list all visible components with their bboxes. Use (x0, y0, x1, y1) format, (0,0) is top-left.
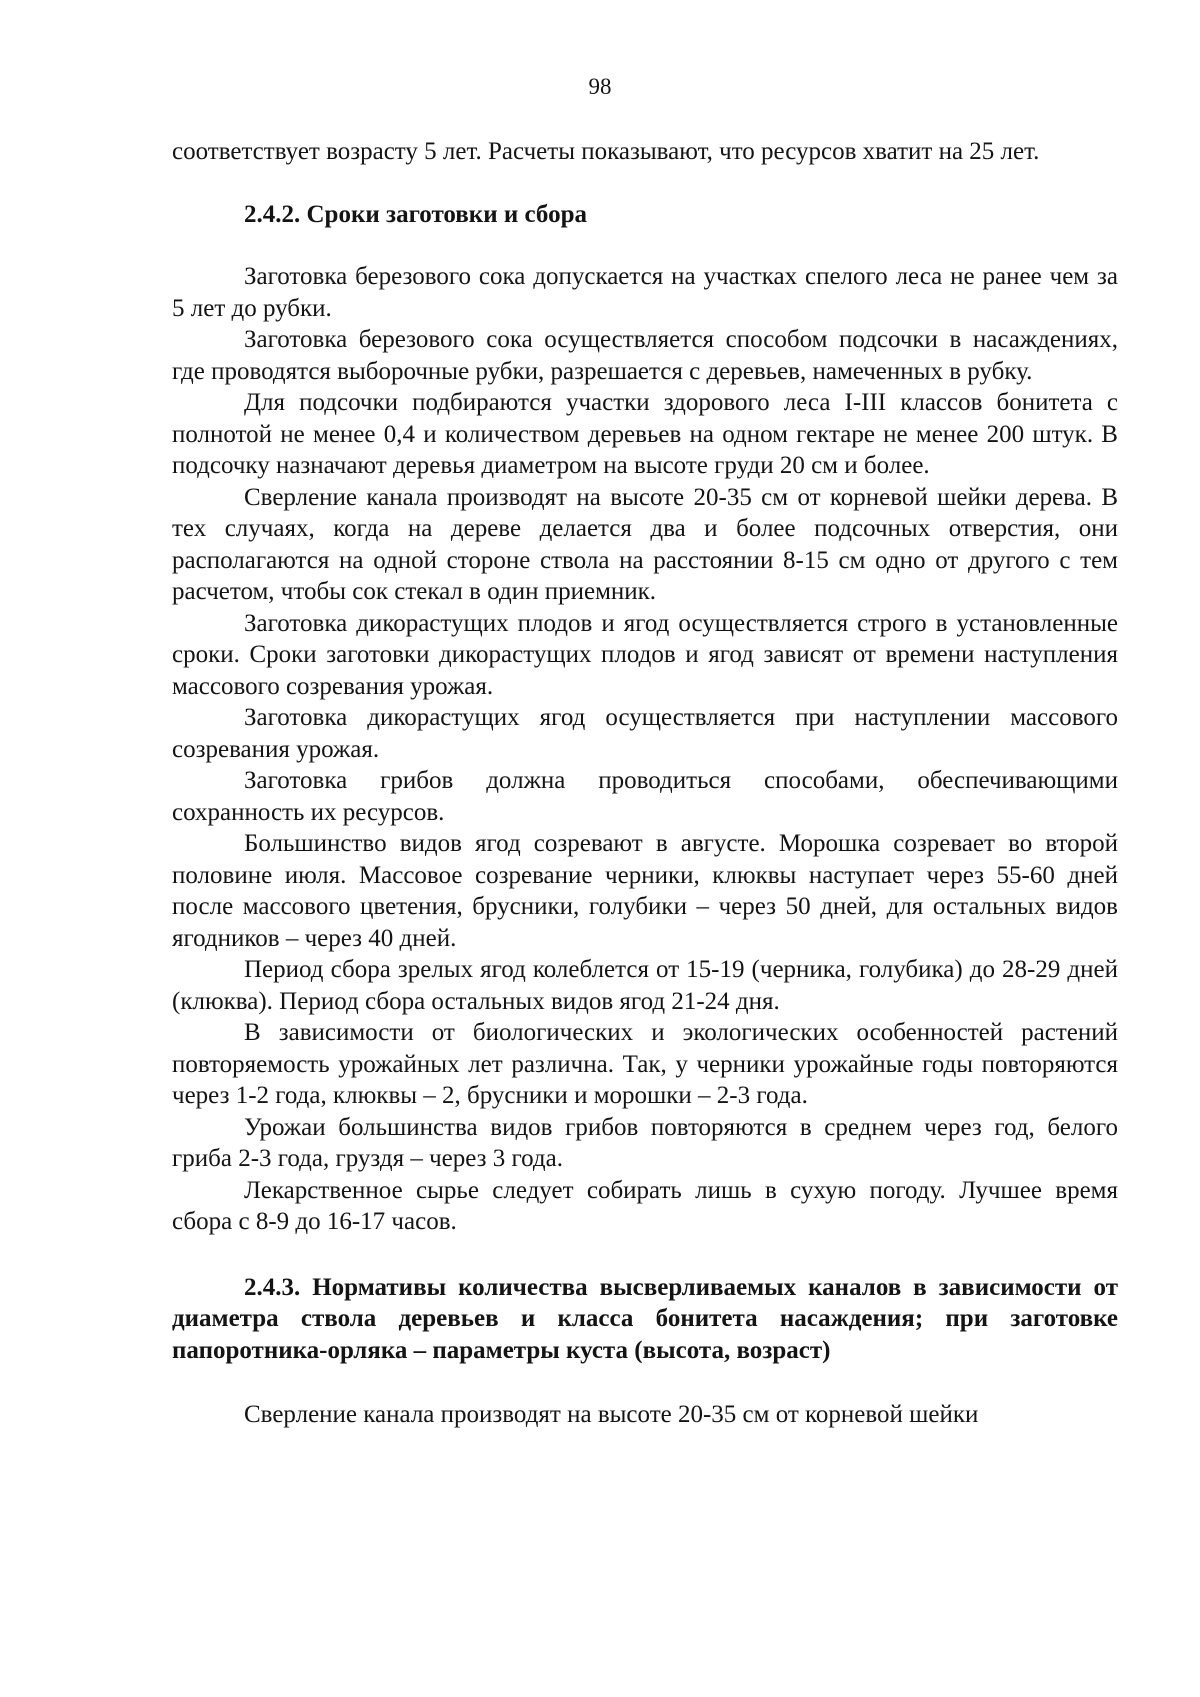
paragraph: Сверление канала производят на высоте 20-35 см от корневой шейки дерева. В тех случаях, когда на дереве делается два и более подсочных отверстия, они располагаются на одной стороне ствола на расстоянии 8-15 см одно от другого с тем расчетом, чтобы сок стекал в один приемник. (172, 483, 1118, 605)
paragraph: Лекарственное сырье следует собирать лишь в сухую погоду. Лучшее время сбора с 8-9 до 16-17 часов. (172, 1176, 1118, 1235)
spacer (172, 1238, 1118, 1272)
spacer (172, 230, 1118, 261)
paragraph: Урожаи большинства видов грибов повторяются в среднем через год, белого гриба 2-3 года, груздя – через 3 года. (172, 1113, 1118, 1172)
paragraph: Сверление канала производят на высоте 20-35 см от корневой шейки (244, 1401, 979, 1428)
spacer (172, 168, 1118, 199)
page-number: 98 (588, 74, 612, 99)
spacer (172, 1366, 1118, 1399)
paragraph: Заготовка березового сока допускается на участках спелого леса не ранее чем за 5 лет до рубки. (172, 263, 1118, 322)
section-heading-2-4-3: 2.4.3. Нормативы количества высверливаемых каналов в зависимости от диаметра ствола деревьев и класса бонитета насаждения; при заготовке папоротника-орляка – параметры куста (высота, возраст) (172, 1273, 1118, 1364)
page-content (172, 136, 1118, 1431)
section-heading-2-4-2: 2.4.2. Сроки заготовки и сбора (244, 200, 587, 228)
paragraph: Заготовка березового сока осуществляется способом подсочки в насаждениях, где проводятся выборочные рубки, разрешается с деревьев, намеченных в рубку. (172, 326, 1118, 385)
paragraph: Для подсочки подбираются участки здорового леса I-III классов бонитета с полнотой не менее 0,4 и количеством деревьев на одном гектаре не менее 200 штук. В подсочку назначают деревья диаметром на высоте груди 20 см и более. (172, 389, 1118, 479)
paragraph: Заготовка грибов должна проводиться способами, обеспечивающими сохранность их ресурсов. (172, 767, 1118, 826)
paragraph: Заготовка дикорастущих ягод осуществляется при наступлении массового созревания урожая. (172, 704, 1118, 763)
paragraph: Заготовка дикорастущих плодов и ягод осуществляется строго в установленные сроки. Сроки заготовки дикорастущих плодов и ягод зависят от времени наступления массового созревания урожая. (172, 609, 1118, 700)
paragraph: Большинство видов ягод созревают в августе. Морошка созревает во второй половине июля. Массовое созревание черники, клюквы наступает через 55-60 дней после массового цветения, брусники, голубики – через 50 дней, для остальных видов ягодников – через 40 дней. (172, 830, 1118, 952)
continuation-paragraph: соответствует возрасту 5 лет. Расчеты показывают, что ресурсов хватит на 25 лет. (172, 138, 1040, 165)
paragraph: В зависимости от биологических и экологических особенностей растений повторяемость урожайных лет различна. Так, у черники урожайные годы повторяются через 1-2 года, клюквы – 2, брусники и морошки – 2-3 года. (172, 1019, 1118, 1109)
paragraph: Период сбора зрелых ягод колеблется от 15-19 (черника, голубика) до 28-29 дней (клюква). Период сбора остальных видов ягод 21-24 дня. (172, 956, 1118, 1015)
